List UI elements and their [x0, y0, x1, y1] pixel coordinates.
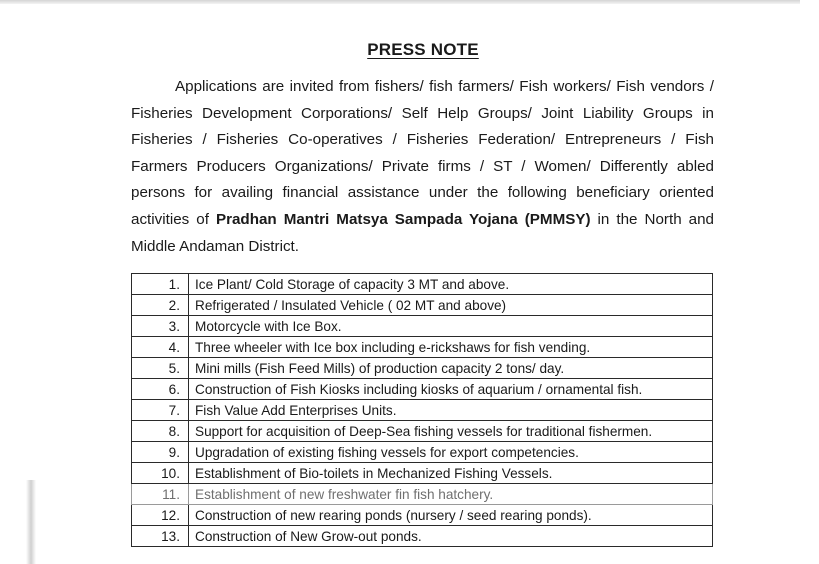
activity-number: 8.	[132, 421, 189, 442]
table-row	[132, 400, 713, 421]
table-row	[132, 463, 713, 484]
intro-suffix: in the North and Middle Andaman District.	[131, 210, 715, 255]
table-row	[132, 337, 713, 358]
activity-description: Ice Plant/ Cold Storage of capacity 3 MT and above.	[189, 274, 713, 295]
table-row	[132, 421, 713, 442]
activity-number: 13.	[132, 526, 189, 547]
table-row	[132, 295, 713, 316]
activity-number: 9.	[132, 442, 189, 463]
activity-description: Three wheeler with Ice box including e-rickshaws for fish vending.	[189, 337, 713, 358]
table-row	[132, 274, 713, 295]
table-row	[132, 505, 713, 526]
activity-number: 1.	[132, 274, 189, 295]
scheme-name: Pradhan Mantri Matsya Sampada Yojana (PMMSY)	[215, 210, 591, 228]
activity-description: Construction of new rearing ponds (nursery / seed rearing ponds).	[189, 505, 713, 526]
activity-description: Construction of New Grow-out ponds.	[189, 526, 713, 547]
table-row	[132, 526, 713, 547]
activity-description: Support for acquisition of Deep-Sea fishing vessels for traditional fishermen.	[189, 421, 713, 442]
table-row	[132, 316, 713, 337]
intro-paragraph	[131, 74, 714, 260]
table-row	[132, 379, 713, 400]
activity-description: Mini mills (Fish Feed Mills) of production capacity 2 tons/ day.	[189, 358, 713, 379]
intro-text: Applications are invited from fishers/ fish farmers/ Fish workers/ Fish vendors / Fisheries Development Corporations/ Self Help Groups/ Joint Liability Groups in Fisheries / Fisheries Co-operatives / Fisheries Federation/ Entrepreneurs / Fish Farmers Producers Organizations/ Private firms / ST / Women/ Differently abled persons for availing financial assistance under the following beneficiary oriented activities of	[131, 78, 714, 228]
activity-number: 3.	[132, 316, 189, 337]
activity-description: Establishment of Bio-toilets in Mechanized Fishing Vessels.	[189, 463, 713, 484]
activity-number: 7.	[132, 400, 189, 421]
activity-description: Upgradation of existing fishing vessels for export competencies.	[189, 442, 713, 463]
table-row	[132, 442, 713, 463]
activity-number: 12.	[132, 505, 189, 526]
activity-description: Establishment of new freshwater fin fish hatchery.	[189, 484, 713, 505]
activity-description: Refrigerated / Insulated Vehicle ( 02 MT and above)	[189, 295, 713, 316]
activity-number: 4.	[132, 337, 189, 358]
table-row	[132, 358, 713, 379]
activity-number: 11.	[132, 484, 189, 505]
activity-description: Construction of Fish Kiosks including kiosks of aquarium / ornamental fish.	[189, 379, 713, 400]
activity-number: 5.	[132, 358, 189, 379]
activity-description: Motorcycle with Ice Box.	[189, 316, 713, 337]
activity-number: 2.	[132, 295, 189, 316]
activity-description: Fish Value Add Enterprises Units.	[189, 400, 713, 421]
page-title: PRESS NOTE	[367, 40, 479, 59]
table-row	[132, 484, 713, 505]
activity-number: 10.	[132, 463, 189, 484]
activities-table	[131, 273, 713, 547]
activity-number: 6.	[132, 379, 189, 400]
